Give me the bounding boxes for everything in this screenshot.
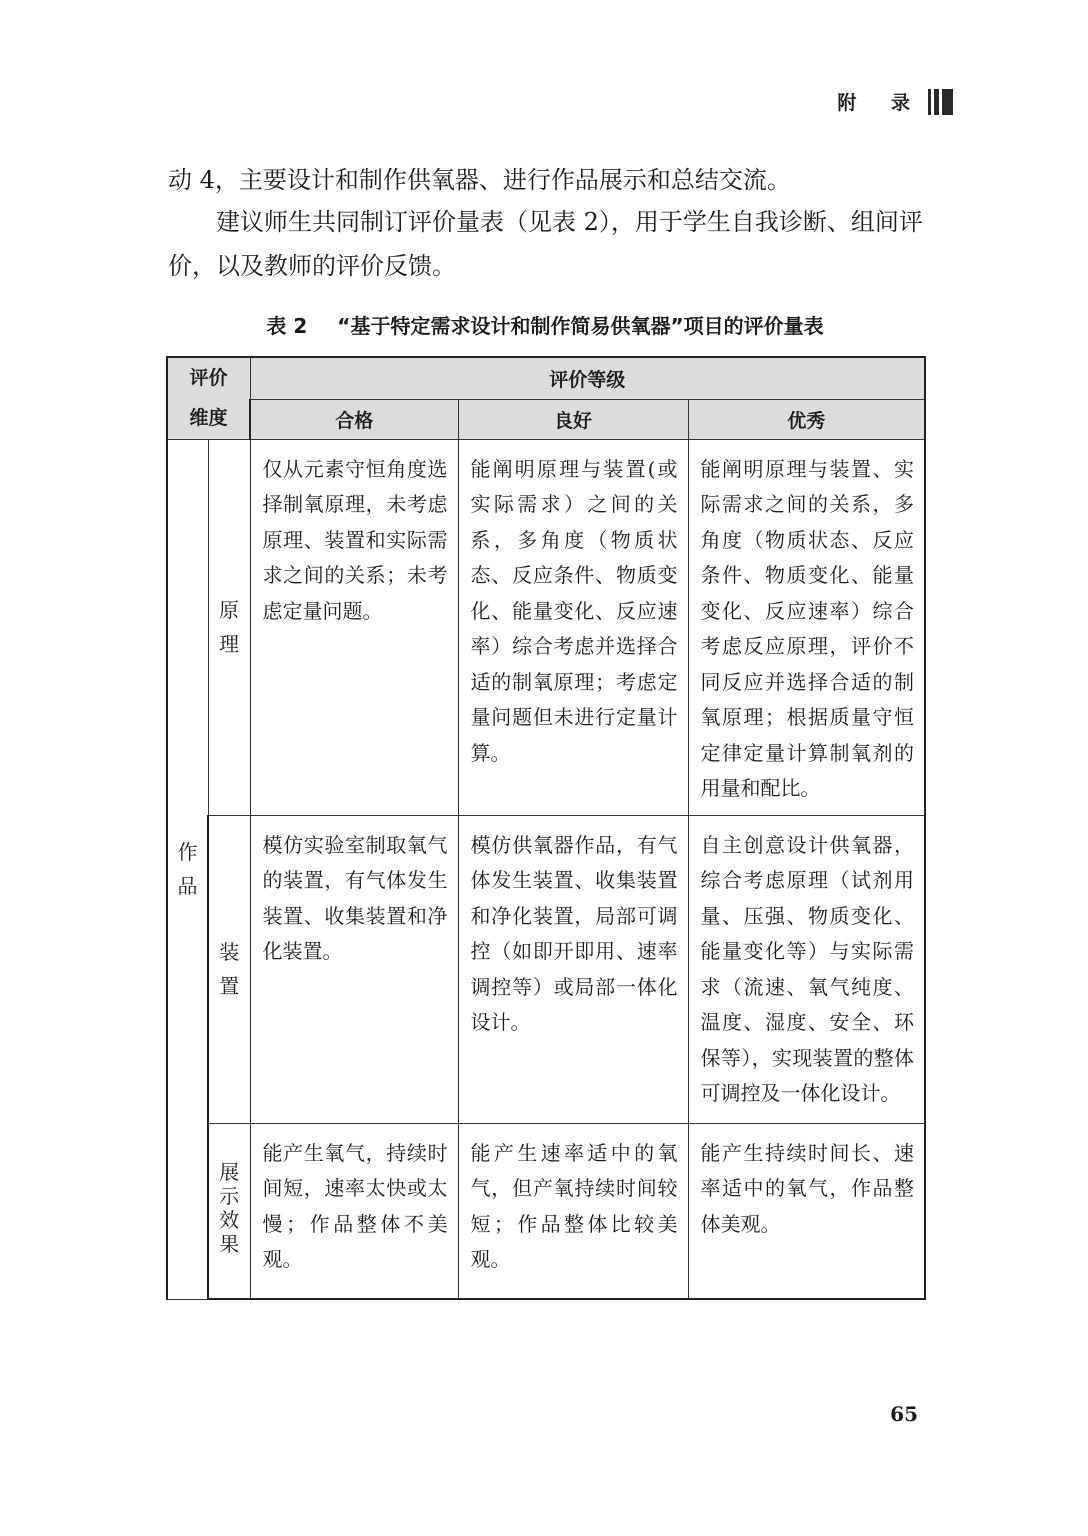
evaluation-table — [166, 356, 926, 1300]
level-excellent-header: 优秀 — [688, 399, 925, 439]
table-cell: 能阐明原理与装置、实际需求之间的关系，多角度（物质状态、反应条件、物质变化、能量变化、反应速率）综合考虑反应原理，评价不同反应并选择合适的制氧原理；根据质量守恒定律定量计算制氧剂的用量和配比。 — [688, 439, 925, 815]
running-header — [837, 88, 953, 115]
level-pass-header: 合格 — [250, 399, 458, 439]
page-number: 65 — [890, 1402, 918, 1426]
table-cell: 能产生持续时间长、速率适中的氧气，作品整体美观。 — [688, 1123, 925, 1299]
dimension-header: 评价 维度 — [167, 357, 250, 439]
table-cell: 模仿供氧器作品，有气体发生装置、收集装置和净化装置，局部可调控（如即开即用、速率调控等）或局部一体化设计。 — [458, 815, 688, 1123]
table-cell: 仅从元素守恒角度选择制氧原理，未考虑原理、装置和实际需求之间的关系；未考虑定量问题。 — [250, 439, 458, 815]
table-caption — [166, 310, 924, 339]
table-cell: 能阐明原理与装置(或实际需求）之间的关系，多角度（物质状态、反应条件、物质变化、能量变化、反应速率）综合考虑并选择合适的制氧原理；考虑定量问题但未进行定量计算。 — [458, 439, 688, 815]
header-decoration-bar — [942, 89, 953, 115]
dimension-cell: 展示效果 — [208, 1123, 250, 1299]
header-decoration-bar — [934, 89, 939, 115]
table-cell: 能产生速率适中的氧气，但产氧持续时间较短；作品整体比较美观。 — [458, 1123, 688, 1299]
paragraph-1: 动 4，主要设计和制作供氧器、进行作品展示和总结交流。 — [168, 166, 791, 194]
table-cell: 模仿实验室制取氧气的装置，有气体发生装置、收集装置和净化装置。 — [250, 815, 458, 1123]
table-title: “基于特定需求设计和制作简易供氧器”项目的评价量表 — [337, 314, 824, 338]
dimension-cell: 装置 — [208, 815, 250, 1123]
dimension-cell: 原理 — [208, 439, 250, 815]
level-good-header: 良好 — [458, 399, 688, 439]
table-number: 表 2 — [266, 314, 308, 338]
table-cell: 能产生氧气，持续时间短，速率太快或太慢；作品整体不美观。 — [250, 1123, 458, 1299]
table-cell: 自主创意设计供氧器，综合考虑原理（试剂用量、压强、物质变化、能量变化等）与实际需求（流速、氧气纯度、温度、湿度、安全、环保等），实现装置的整体可调控及一体化设计。 — [688, 815, 925, 1123]
category-cell: 作品 — [167, 439, 208, 1299]
header-decoration-bar — [928, 89, 931, 115]
paragraph-2: 建议师生共同制订评价量表（见表 2），用于学生自我诊断、组间评价，以及教师的评价反馈。 — [168, 208, 923, 280]
section-label: 附 录 — [837, 92, 924, 114]
level-header: 评价等级 — [250, 357, 925, 399]
